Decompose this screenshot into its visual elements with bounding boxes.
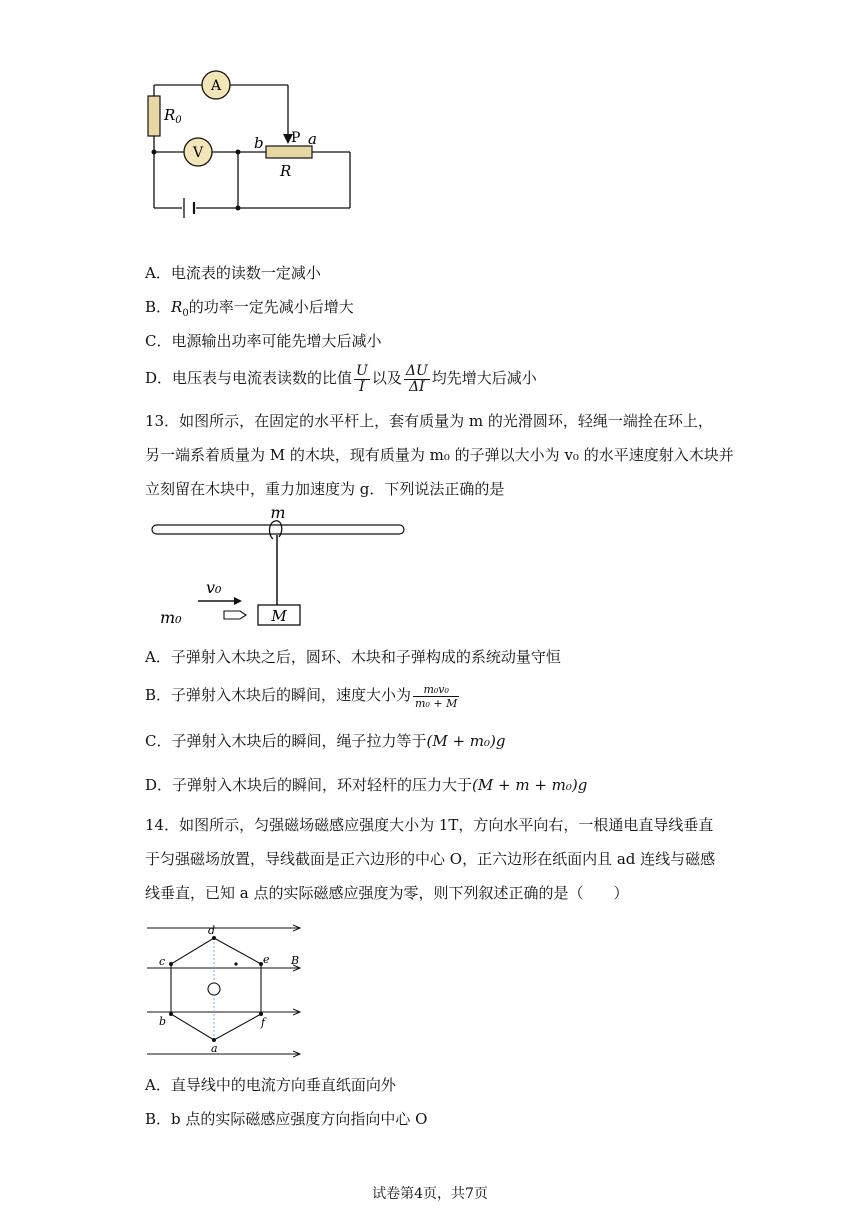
q13-option-c [145, 730, 506, 752]
bullet-mass-label: m₀ [160, 608, 182, 627]
field-b-label: B [291, 954, 300, 967]
point-d-label: d [208, 924, 216, 937]
q14-stem-line3: 线垂直，已知 a 点的实际磁感应强度为零，则下列叙述正确的是（ ） [145, 884, 629, 902]
q13-stem-line1: 13．如图所示，在固定的水平杆上，套有质量为 m 的光滑圆环，轻绳一端拴在环上， [145, 412, 713, 430]
q14-stem-line2: 于匀强磁场放置，导线截面是正六边形的中心 O，正六边形在纸面内且 ad 连线与磁感 [145, 850, 716, 868]
q13-option-c-expr: (M + m₀)g [426, 732, 506, 750]
q13-option-b-prefix: B．子弹射入木块后的瞬间，速度大小为 [145, 686, 412, 704]
q13-option-d-prefix: D．子弹射入木块后的瞬间，环对轻杆的压力大于 [145, 776, 473, 794]
end-b-label: b [254, 134, 264, 152]
q12-option-b-prefix: B． [145, 298, 172, 316]
horizontal-rod [152, 525, 404, 534]
q12-option-b [145, 296, 354, 325]
q12-option-d [145, 360, 537, 396]
q13-option-d [145, 774, 587, 796]
slide-rheostat [266, 146, 312, 158]
q12-option-d-mid: 以及 [371, 369, 402, 387]
circuit-diagram [140, 60, 370, 220]
page-footer: 试卷第4页，共7页 [372, 1186, 488, 1202]
delta-u-over-delta-i-fraction: $\frac{\Delta U}{\Delta I}$ [405, 362, 428, 395]
u-over-i-fraction: $\frac{U}{I}$ [356, 362, 368, 395]
q14-option-b: B．b 点的实际磁感应强度方向指向中心 O [145, 1110, 428, 1128]
q12-option-c: C．电源输出功率可能先增大后减小 [145, 332, 382, 350]
bullet-icon [224, 611, 246, 619]
q13-option-a: A．子弹射入木块之后，圆环、木块和子弹构成的系统动量守恒 [145, 648, 561, 666]
block-m-label: M [271, 607, 287, 625]
wire-cross-section [208, 983, 220, 995]
hexagon-field-diagram [145, 918, 305, 1060]
q12-option-b-text: 的功率一定先减小后增大 [188, 298, 354, 316]
velocity-label: v₀ [206, 578, 222, 597]
point-f-label: f [261, 1016, 266, 1029]
velocity-fraction: $\frac{\text{m₀v₀}}{\text{m₀ + M}}$ [415, 682, 458, 710]
q12-option-b-sub: 0 [182, 308, 189, 319]
q12-option-a: A．电流表的读数一定减小 [145, 264, 321, 282]
point-a-label: a [211, 1042, 218, 1055]
q13-stem-line3: 立刻留在木块中，重力加速度为 g．下列说法正确的是 [145, 480, 505, 498]
ring-mass-label: m [270, 505, 286, 522]
q14-option-a: A．直导线中的电流方向垂直纸面向外 [145, 1076, 396, 1094]
r0-resistor [148, 96, 160, 136]
q14-stem-line1: 14．如图所示，匀强磁场磁感应强度大小为 1T，方向水平向右，一根通电直导线垂直 [145, 816, 714, 834]
end-a-label: a [308, 130, 317, 148]
r0-label: $R_0$ [164, 106, 182, 126]
q12-option-d-prefix: D．电压表与电流表读数的比值 [145, 369, 353, 387]
voltmeter-label: V [192, 145, 204, 161]
r-label: R [280, 162, 292, 180]
point-c-label: c [159, 955, 166, 968]
point-e-label: e [263, 953, 270, 966]
ammeter-label: A [210, 78, 222, 94]
q12-option-b-var: R [171, 298, 183, 316]
q12-option-d-text: 均先增大后减小 [431, 369, 537, 387]
ring-block-diagram [148, 505, 408, 635]
q13-option-c-prefix: C．子弹射入木块后的瞬间，绳子拉力等于 [145, 732, 427, 750]
point-b-label: b [159, 1015, 167, 1028]
q13-option-b [145, 678, 461, 712]
q13-option-d-expr: (M + m + m₀)g [472, 776, 588, 794]
q13-stem-line2: 另一端系着质量为 M 的木块，现有质量为 m₀ 的子弹以大小为 v₀ 的水平速度射入木块并 [145, 446, 734, 464]
slider-p-label: P [291, 130, 301, 146]
